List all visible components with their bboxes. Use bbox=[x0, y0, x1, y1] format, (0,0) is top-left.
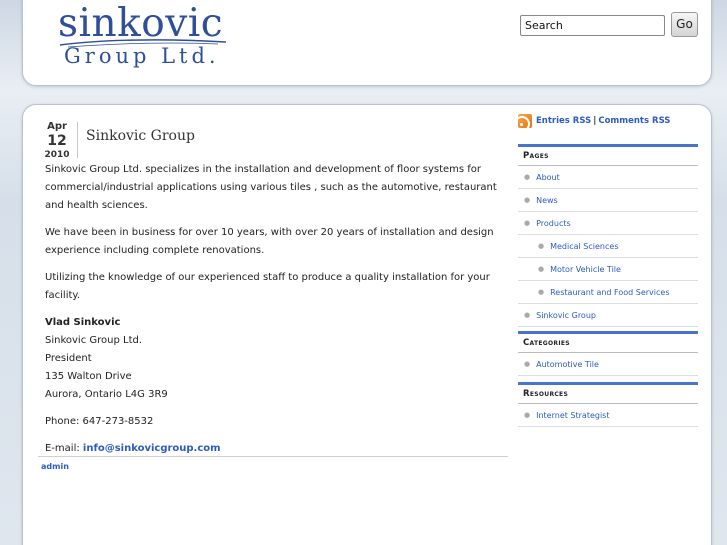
sidebar-pages bbox=[518, 144, 698, 327]
bullet-icon: ● bbox=[538, 288, 545, 296]
bullet-icon: ● bbox=[524, 411, 531, 419]
resources-heading: Resources bbox=[518, 382, 698, 404]
date-divider bbox=[77, 122, 78, 158]
sidebar-item-about[interactable] bbox=[518, 166, 698, 189]
sidebar-item-products[interactable] bbox=[518, 212, 698, 235]
rss-feed-icon[interactable] bbox=[518, 114, 532, 128]
post-title[interactable]: Sinkovic Group bbox=[86, 128, 195, 144]
contact-city: Aurora, Ontario L4G 3R9 bbox=[45, 389, 168, 400]
sidebar-categories bbox=[518, 331, 698, 376]
bullet-icon: ● bbox=[524, 311, 531, 319]
contact-phone: Phone: 647-273-8532 bbox=[45, 416, 154, 427]
contact-street: 135 Walton Drive bbox=[45, 371, 132, 382]
sidebar-item-label: Automotive Tile bbox=[536, 359, 599, 369]
rss-separator: | bbox=[593, 116, 597, 126]
post-author-link[interactable]: admin bbox=[41, 462, 69, 471]
sidebar-item-label: Internet Strategist bbox=[536, 410, 610, 420]
bullet-icon: ● bbox=[524, 360, 531, 368]
bullet-icon: ● bbox=[538, 265, 545, 273]
sidebar-item-label: Motor Vehicle Tile bbox=[550, 264, 621, 274]
sidebar-item-motor-vehicle-tile[interactable] bbox=[518, 258, 698, 281]
contact-role: President bbox=[45, 353, 92, 364]
post-divider bbox=[38, 456, 508, 457]
pages-heading: Pages bbox=[518, 144, 698, 166]
email-label: E-mail: bbox=[45, 443, 80, 454]
bullet-icon: ● bbox=[524, 173, 531, 181]
post-date-month: Apr bbox=[47, 121, 67, 132]
bullet-icon: ● bbox=[538, 242, 545, 250]
sidebar-item-sinkovic-group[interactable] bbox=[518, 304, 698, 327]
sidebar-resources bbox=[518, 382, 698, 427]
sidebar-item-label: About bbox=[536, 172, 560, 182]
logo-wordmark: sinkovic bbox=[58, 1, 224, 46]
bullet-icon: ● bbox=[524, 196, 531, 204]
contact-company: Sinkovic Group Ltd. bbox=[45, 335, 143, 346]
post-body bbox=[45, 161, 507, 467]
sidebar-item-medical-sciences[interactable] bbox=[518, 235, 698, 258]
post-paragraph: Utilizing the knowledge of our experienced staff to produce a quality installation for your facility. bbox=[45, 272, 490, 301]
site-logo[interactable] bbox=[58, 1, 228, 72]
entries-rss-link[interactable]: Entries RSS bbox=[536, 116, 592, 126]
sidebar-item-label: Products bbox=[536, 218, 571, 228]
post-paragraph: We have been in business for over 10 years, with over 20 years of installation and design experience including complete renovations. bbox=[45, 227, 494, 256]
categories-heading: Categories bbox=[518, 331, 698, 353]
sidebar-item-label: Medical Sciences bbox=[550, 241, 619, 251]
bullet-icon: ● bbox=[524, 219, 531, 227]
contact-name: Vlad Sinkovic bbox=[45, 317, 121, 328]
logo-subtitle: Group Ltd. bbox=[64, 44, 220, 68]
email-link[interactable]: info@sinkovicgroup.com bbox=[82, 443, 221, 454]
post-date-day: 12 bbox=[47, 133, 67, 149]
sidebar-item-label: News bbox=[536, 195, 558, 205]
sidebar-item-label: Restaurant and Food Services bbox=[550, 287, 670, 297]
sidebar-item-automotive-tile[interactable] bbox=[518, 353, 698, 376]
comments-rss-link[interactable]: Comments RSS bbox=[598, 116, 671, 126]
sidebar-item-internet-strategist[interactable] bbox=[518, 404, 698, 427]
contact-block bbox=[45, 314, 507, 404]
post-paragraph: Sinkovic Group Ltd. specializes in the installation and development of floor systems for commercial/industrial applications using various tiles , such as the automotive, restaurant and health sciences. bbox=[45, 164, 497, 211]
sidebar-item-label: Sinkovic Group bbox=[536, 310, 596, 320]
sidebar-item-restaurant-food[interactable] bbox=[518, 281, 698, 304]
search-input[interactable] bbox=[520, 15, 665, 36]
sidebar-item-news[interactable] bbox=[518, 189, 698, 212]
search-go-button[interactable]: Go bbox=[671, 12, 698, 37]
post-date bbox=[44, 121, 70, 161]
rss-links bbox=[518, 114, 670, 128]
post-date-year: 2010 bbox=[44, 150, 70, 160]
